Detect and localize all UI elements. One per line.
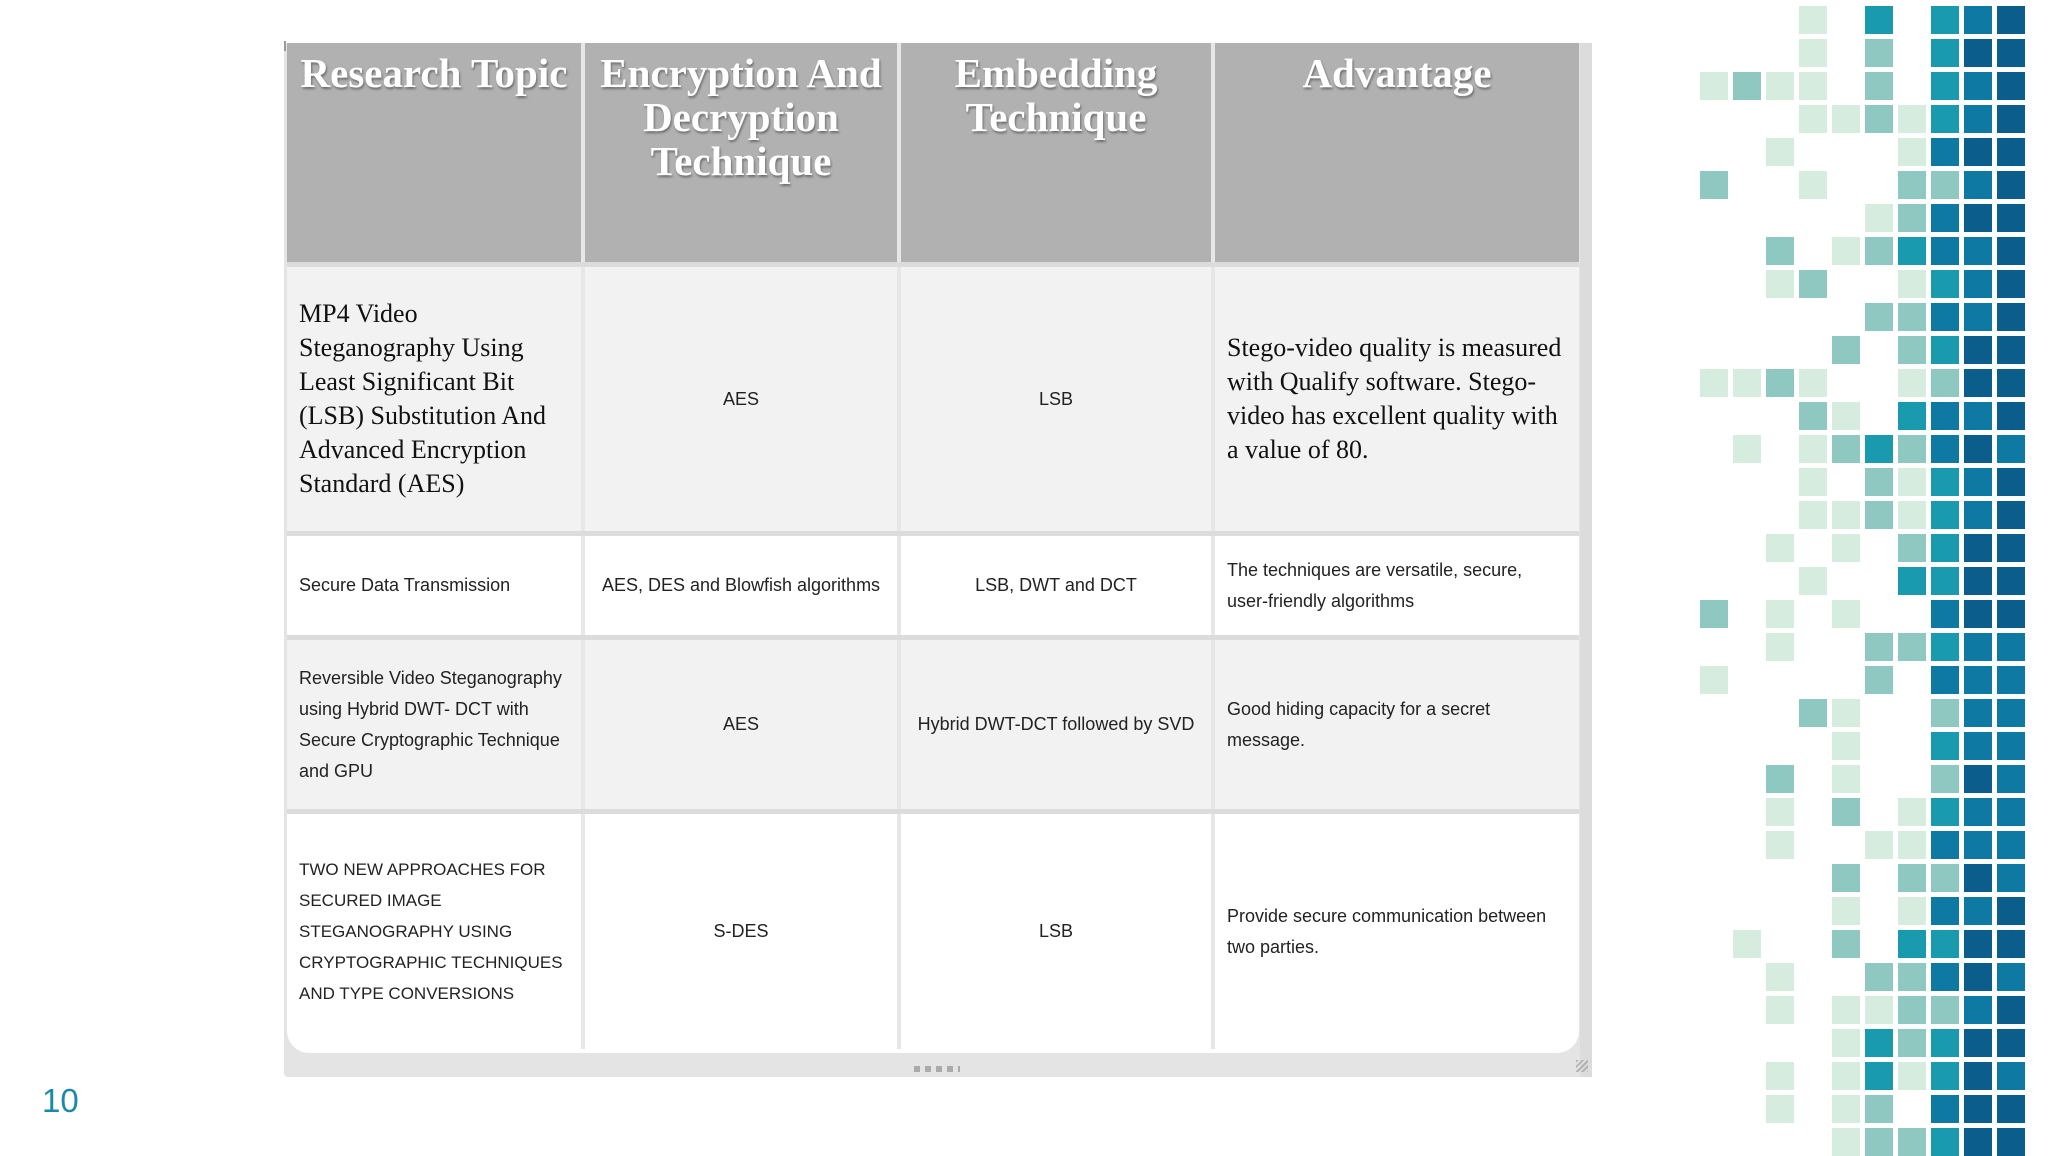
mosaic-square <box>1997 237 2025 265</box>
mosaic-square <box>1898 435 1926 463</box>
mosaic-square <box>1997 171 2025 199</box>
cell-encryption: AES <box>583 265 899 534</box>
mosaic-square <box>1898 270 1926 298</box>
mosaic-square <box>1865 204 1893 232</box>
mosaic-square <box>1964 930 1992 958</box>
cell-embedding: LSB, DWT and DCT <box>899 534 1213 638</box>
mosaic-square <box>1898 402 1926 430</box>
mosaic-square <box>1799 171 1827 199</box>
resize-handle-corner <box>1576 1060 1588 1072</box>
mosaic-square <box>1799 402 1827 430</box>
mosaic-square <box>1865 666 1893 694</box>
mosaic-square <box>1931 270 1959 298</box>
decorative-mosaic <box>1700 0 2048 1152</box>
mosaic-square <box>1766 1062 1794 1090</box>
mosaic-square <box>1964 270 1992 298</box>
mosaic-square <box>1898 105 1926 133</box>
mosaic-square <box>1964 501 1992 529</box>
mosaic-square <box>1964 666 1992 694</box>
mosaic-square <box>1997 402 2025 430</box>
mosaic-square <box>1997 336 2025 364</box>
mosaic-square <box>1931 138 1959 166</box>
mosaic-square <box>1865 468 1893 496</box>
mosaic-square <box>1832 237 1860 265</box>
mosaic-square <box>1931 402 1959 430</box>
mosaic-square <box>1700 666 1728 694</box>
mosaic-square <box>1964 336 1992 364</box>
mosaic-square <box>1964 732 1992 760</box>
mosaic-square <box>1865 435 1893 463</box>
mosaic-square <box>1931 765 1959 793</box>
mosaic-square <box>1997 798 2025 826</box>
mosaic-square <box>1766 765 1794 793</box>
mosaic-square <box>1898 369 1926 397</box>
mosaic-square <box>1931 501 1959 529</box>
mosaic-square <box>1898 501 1926 529</box>
mosaic-square <box>1964 204 1992 232</box>
mosaic-square <box>1964 765 1992 793</box>
mosaic-square <box>1898 237 1926 265</box>
mosaic-square <box>1997 930 2025 958</box>
mosaic-square <box>1964 1029 1992 1057</box>
mosaic-square <box>1997 468 2025 496</box>
mosaic-square <box>1931 369 1959 397</box>
mosaic-square <box>1799 699 1827 727</box>
mosaic-square <box>1832 402 1860 430</box>
mosaic-square <box>1700 72 1728 100</box>
mosaic-square <box>1964 6 1992 34</box>
mosaic-square <box>1931 1095 1959 1123</box>
mosaic-square <box>1832 501 1860 529</box>
mosaic-square <box>1997 72 2025 100</box>
mosaic-square <box>1898 1062 1926 1090</box>
table-row <box>287 265 1579 534</box>
mosaic-square <box>1997 831 2025 859</box>
mosaic-square <box>1865 303 1893 331</box>
header-advantage: Advantage <box>1213 43 1579 265</box>
mosaic-square <box>1832 1062 1860 1090</box>
mosaic-square <box>1766 369 1794 397</box>
mosaic-square <box>1898 138 1926 166</box>
mosaic-square <box>1964 105 1992 133</box>
table-container <box>287 43 1579 1053</box>
mosaic-square <box>1733 72 1761 100</box>
mosaic-square <box>1799 6 1827 34</box>
mosaic-square <box>1964 468 1992 496</box>
mosaic-square <box>1766 534 1794 562</box>
mosaic-square <box>1931 336 1959 364</box>
mosaic-square <box>1964 699 1992 727</box>
mosaic-square <box>1997 138 2025 166</box>
mosaic-square <box>1865 501 1893 529</box>
mosaic-square <box>1898 336 1926 364</box>
mosaic-square <box>1931 468 1959 496</box>
mosaic-square <box>1931 600 1959 628</box>
mosaic-square <box>1700 171 1728 199</box>
mosaic-square <box>1997 303 2025 331</box>
cell-topic: TWO NEW APPROACHES FOR SECURED IMAGE STEGANOGRAPHY USING CRYPTOGRAPHIC TECHNIQUES AND TYPE CONVERSIONS <box>287 812 583 1050</box>
cell-encryption: AES, DES and Blowfish algorithms <box>583 534 899 638</box>
mosaic-square <box>1997 204 2025 232</box>
mosaic-square <box>1832 996 1860 1024</box>
mosaic-square <box>1997 6 2025 34</box>
mosaic-square <box>1898 963 1926 991</box>
mosaic-square <box>1997 270 2025 298</box>
mosaic-square <box>1832 930 1860 958</box>
mosaic-square <box>1766 963 1794 991</box>
cell-advantage: Provide secure communication between two parties. <box>1213 812 1579 1050</box>
mosaic-square <box>1997 1029 2025 1057</box>
mosaic-square <box>1865 72 1893 100</box>
mosaic-square <box>1700 600 1728 628</box>
mosaic-square <box>1898 1029 1926 1057</box>
mosaic-square <box>1865 633 1893 661</box>
cell-advantage: The techniques are versatile, secure, user-friendly algorithms <box>1213 534 1579 638</box>
mosaic-square <box>1931 171 1959 199</box>
mosaic-square <box>1865 105 1893 133</box>
mosaic-square <box>1997 1095 2025 1123</box>
mosaic-square <box>1832 105 1860 133</box>
mosaic-square <box>1799 270 1827 298</box>
mosaic-square <box>1931 897 1959 925</box>
mosaic-square <box>1832 435 1860 463</box>
table-row <box>287 812 1579 1050</box>
mosaic-square <box>1997 633 2025 661</box>
mosaic-square <box>1931 864 1959 892</box>
mosaic-square <box>1997 534 2025 562</box>
mosaic-square <box>1832 1029 1860 1057</box>
mosaic-square <box>1898 831 1926 859</box>
mosaic-square <box>1997 1062 2025 1090</box>
mosaic-square <box>1964 600 1992 628</box>
mosaic-square <box>1766 72 1794 100</box>
mosaic-square <box>1964 369 1992 397</box>
mosaic-square <box>1832 864 1860 892</box>
resize-handle-bottom <box>914 1066 960 1072</box>
mosaic-square <box>1931 204 1959 232</box>
mosaic-square <box>1898 996 1926 1024</box>
mosaic-square <box>1766 1095 1794 1123</box>
mosaic-square <box>1766 138 1794 166</box>
mosaic-square <box>1997 501 2025 529</box>
mosaic-square <box>1733 930 1761 958</box>
cell-embedding: LSB <box>899 265 1213 534</box>
mosaic-square <box>1997 567 2025 595</box>
mosaic-square <box>1931 633 1959 661</box>
mosaic-square <box>1931 732 1959 760</box>
header-research-topic: Research Topic <box>287 43 583 265</box>
comparison-table-image <box>284 43 1592 1077</box>
mosaic-square <box>1997 864 2025 892</box>
mosaic-square <box>1931 930 1959 958</box>
mosaic-square <box>1931 6 1959 34</box>
frame-tick <box>284 41 286 51</box>
mosaic-square <box>1832 765 1860 793</box>
cell-embedding: Hybrid DWT-DCT followed by SVD <box>899 638 1213 812</box>
mosaic-square <box>1766 831 1794 859</box>
mosaic-square <box>1898 633 1926 661</box>
mosaic-square <box>1766 270 1794 298</box>
mosaic-square <box>1898 468 1926 496</box>
mosaic-square <box>1964 534 1992 562</box>
cell-embedding: LSB <box>899 812 1213 1050</box>
mosaic-square <box>1931 237 1959 265</box>
mosaic-square <box>1799 39 1827 67</box>
mosaic-square <box>1964 996 1992 1024</box>
mosaic-square <box>1766 633 1794 661</box>
cell-topic: Secure Data Transmission <box>287 534 583 638</box>
mosaic-square <box>1997 600 2025 628</box>
mosaic-square <box>1865 1029 1893 1057</box>
mosaic-square <box>1700 369 1728 397</box>
mosaic-square <box>1964 897 1992 925</box>
mosaic-square <box>1964 435 1992 463</box>
mosaic-square <box>1997 732 2025 760</box>
frame-edge <box>1580 43 1592 1077</box>
mosaic-square <box>1898 303 1926 331</box>
mosaic-square <box>1865 6 1893 34</box>
header-embedding: Embedding Technique <box>899 43 1213 265</box>
mosaic-square <box>1997 39 2025 67</box>
mosaic-square <box>1898 204 1926 232</box>
mosaic-square <box>1799 435 1827 463</box>
mosaic-square <box>1964 138 1992 166</box>
mosaic-square <box>1997 699 2025 727</box>
page-number: 10 <box>42 1082 79 1119</box>
mosaic-square <box>1964 963 1992 991</box>
mosaic-square <box>1964 798 1992 826</box>
cell-topic: Reversible Video Steganography using Hybrid DWT- DCT with Secure Cryptographic Technique and GPU <box>287 638 583 812</box>
mosaic-square <box>1931 303 1959 331</box>
mosaic-square <box>1997 963 2025 991</box>
mosaic-square <box>1832 897 1860 925</box>
mosaic-square <box>1733 435 1761 463</box>
mosaic-square <box>1964 1062 1992 1090</box>
mosaic-square <box>1898 534 1926 562</box>
mosaic-square <box>1964 39 1992 67</box>
mosaic-square <box>1799 468 1827 496</box>
mosaic-square <box>1865 237 1893 265</box>
mosaic-square <box>1733 369 1761 397</box>
header-encryption: Encryption And Decryption Technique <box>583 43 899 265</box>
cell-advantage: Stego-video quality is measured with Qualify software. Stego-video has excellent quality with a value of 80. <box>1213 265 1579 534</box>
mosaic-square <box>1964 303 1992 331</box>
mosaic-square <box>1964 402 1992 430</box>
cell-topic: MP4 Video Steganography Using Least Significant Bit (LSB) Substitution And Advanced Encryption Standard (AES) <box>287 265 583 534</box>
mosaic-square <box>1898 171 1926 199</box>
mosaic-square <box>1832 798 1860 826</box>
mosaic-square <box>1898 930 1926 958</box>
mosaic-square <box>1766 798 1794 826</box>
mosaic-square <box>1766 996 1794 1024</box>
table-header-row <box>287 43 1579 265</box>
comparison-table <box>287 43 1579 1049</box>
mosaic-square <box>1931 534 1959 562</box>
mosaic-square <box>1799 369 1827 397</box>
mosaic-square <box>1964 171 1992 199</box>
mosaic-square <box>1964 72 1992 100</box>
table-row <box>287 534 1579 638</box>
mosaic-square <box>1931 72 1959 100</box>
mosaic-square <box>1997 897 2025 925</box>
mosaic-square <box>1931 435 1959 463</box>
mosaic-square <box>1964 633 1992 661</box>
mosaic-square <box>1931 798 1959 826</box>
mosaic-square <box>1832 732 1860 760</box>
mosaic-square <box>1865 996 1893 1024</box>
mosaic-square <box>1931 1029 1959 1057</box>
mosaic-square <box>1997 435 2025 463</box>
cell-encryption: AES <box>583 638 899 812</box>
mosaic-square <box>1931 666 1959 694</box>
mosaic-square <box>1832 600 1860 628</box>
mosaic-square <box>1964 237 1992 265</box>
mosaic-square <box>1997 105 2025 133</box>
cell-advantage: Good hiding capacity for a secret message. <box>1213 638 1579 812</box>
mosaic-square <box>1832 1095 1860 1123</box>
mosaic-square <box>1865 831 1893 859</box>
cell-encryption: S-DES <box>583 812 899 1050</box>
mosaic-square <box>1799 72 1827 100</box>
mosaic-square <box>1832 336 1860 364</box>
mosaic-square <box>1997 369 2025 397</box>
mosaic-square <box>1832 699 1860 727</box>
mosaic-square <box>1964 567 1992 595</box>
mosaic-square <box>1931 105 1959 133</box>
mosaic-square <box>1799 105 1827 133</box>
mosaic-square <box>1865 1095 1893 1123</box>
mosaic-square <box>1931 1062 1959 1090</box>
mosaic-square <box>1766 600 1794 628</box>
mosaic-square <box>1898 798 1926 826</box>
table-row <box>287 638 1579 812</box>
mosaic-square <box>1865 963 1893 991</box>
mosaic-square <box>1898 897 1926 925</box>
mosaic-square <box>1997 765 2025 793</box>
mosaic-square <box>1799 567 1827 595</box>
mosaic-square <box>1931 567 1959 595</box>
mosaic-square <box>1931 996 1959 1024</box>
mosaic-square <box>1799 501 1827 529</box>
mosaic-square <box>1865 1062 1893 1090</box>
mosaic-square <box>1865 39 1893 67</box>
mosaic-square <box>1997 666 2025 694</box>
mosaic-square <box>1931 831 1959 859</box>
mosaic-square <box>1931 963 1959 991</box>
mosaic-square <box>1997 996 2025 1024</box>
mosaic-square <box>1931 39 1959 67</box>
mosaic-square <box>1898 864 1926 892</box>
mosaic-square <box>1766 237 1794 265</box>
mosaic-square <box>1964 1095 1992 1123</box>
mosaic-square <box>1964 831 1992 859</box>
mosaic-square <box>1964 864 1992 892</box>
mosaic-square <box>1832 534 1860 562</box>
mosaic-square <box>1898 567 1926 595</box>
mosaic-square <box>1931 699 1959 727</box>
